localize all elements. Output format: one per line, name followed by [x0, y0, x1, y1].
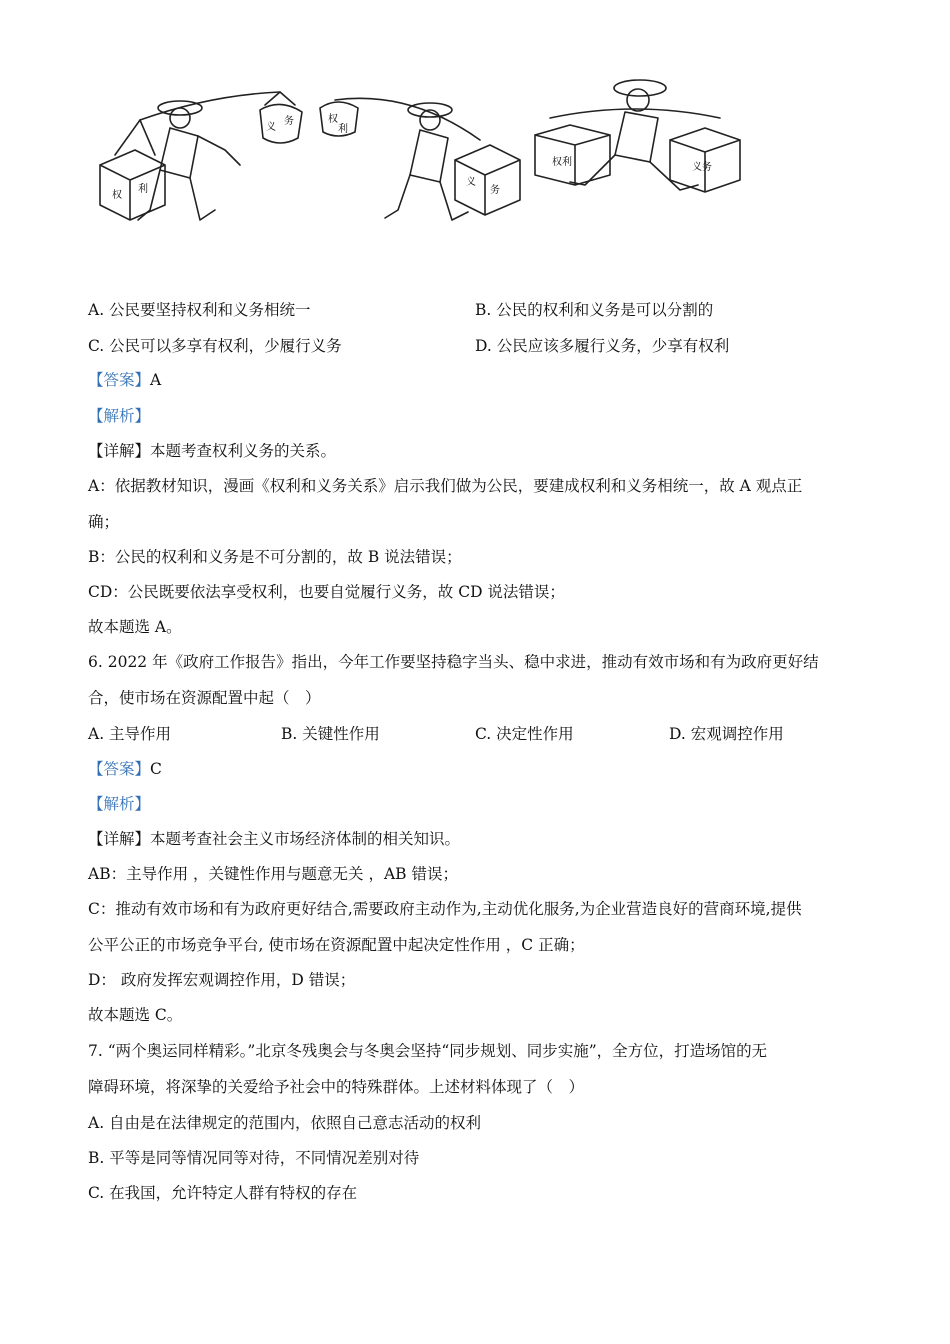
q5-explain-a: A：依据教材知识，漫画《权利和义务关系》启示我们做为公民，要建成权利和义务相统一，故 A 观点正 [88, 477, 803, 495]
label-duties-3: 义务 [692, 162, 712, 173]
label-wu-2: 务 [490, 185, 500, 196]
q5-explain-a-cont: 确； [88, 513, 120, 531]
q5-option-c: C. 公民可以多享有权利，少履行义务 [88, 337, 342, 355]
label-wu-1: 务 [284, 116, 294, 127]
q6-option-d: D. 宏观调控作用 [669, 725, 784, 743]
q6-option-c: C. 决定性作用 [475, 725, 574, 743]
label-li-2: 利 [338, 124, 348, 135]
q6-analysis-tag: 【解析】 [88, 795, 151, 813]
label-rights-3: 权利 [552, 157, 572, 168]
box-rights-1 [100, 150, 165, 220]
q5-option-d: D. 公民应该多履行义务，少享有权利 [475, 337, 730, 355]
box-duties-3 [670, 128, 740, 192]
answer-tag: 【答案】 [88, 371, 151, 389]
answer-value: C [150, 760, 162, 778]
q6-stem-1: 6. 2022 年《政府工作报告》指出，今年工作要坚持稳字当头、稳中求进，推动有效市场和有为政府更好结 [88, 653, 819, 671]
q7-option-c: C. 在我国，允许特定人群有特权的存在 [88, 1184, 358, 1202]
rope-1b [265, 92, 295, 105]
answer-tag: 【答案】 [88, 760, 151, 778]
q6-explain-ab: AB：主导作用 ，关键性作用与题意无关 ，AB 错误； [88, 865, 458, 883]
q5-answer [88, 370, 161, 390]
q6-detail: 【详解】本题考查社会主义市场经济体制的相关知识。 [88, 830, 461, 848]
q5-conclusion: 故本题选 A。 [88, 618, 182, 636]
answer-value: A [150, 371, 162, 389]
q7-stem-2: 障碍环境，将深挚的关爱给予社会中的特殊群体。上述材料体现了（ ） [88, 1078, 585, 1096]
label-quan-2: 权 [328, 114, 338, 125]
label-quan-1: 权 [112, 190, 122, 201]
box-duties-2 [455, 145, 520, 215]
q6-option-b: B. 关键性作用 [281, 725, 380, 743]
label-yi-1: 义 [266, 122, 276, 133]
rights-duties-cartoon [80, 70, 760, 240]
q5-option-b: B. 公民的权利和义务是可以分割的 [475, 301, 714, 319]
label-li-1: 利 [138, 184, 148, 195]
q6-explain-c: C：推动有效市场和有为政府更好结合,需要政府主动作为,主动优化服务,为企业营造良好的营商环境,提供 [88, 900, 802, 918]
q6-answer [88, 759, 162, 779]
q7-stem-1: 7. “两个奥运同样精彩。”北京冬残奥会与冬奥会坚持“同步规划、同步实施”，全方位，打造场馆的无 [88, 1042, 768, 1060]
box-rights-3 [535, 125, 610, 185]
q7-option-b: B. 平等是同等情况同等对待，不同情况差别对待 [88, 1149, 420, 1167]
q7-option-a: A. 自由是在法律规定的范围内，依照自己意志活动的权利 [88, 1114, 482, 1132]
q5-explain-cd: CD：公民既要依法享受权利，也要自觉履行义务，故 CD 说法错误； [88, 583, 565, 601]
q5-detail: 【详解】本题考查权利义务的关系。 [88, 442, 337, 460]
q6-stem-2: 合，使市场在资源配置中起（ ） [88, 689, 321, 707]
q6-explain-d: D： 政府发挥宏观调控作用，D 错误； [88, 971, 356, 989]
q5-analysis-tag: 【解析】 [88, 407, 151, 425]
q6-option-a: A. 主导作用 [88, 725, 172, 743]
q5-explain-b: B：公民的权利和义务是不可分割的，故 B 说法错误； [88, 548, 462, 566]
q5-option-a: A. 公民要坚持权利和义务相统一 [88, 301, 311, 319]
q6-conclusion: 故本题选 C。 [88, 1006, 183, 1024]
q6-explain-c-cont: 公平公正的市场竞争平台, 使市场在资源配置中起决定性作用 ，C 正确； [88, 936, 585, 954]
label-yi-2: 义 [466, 177, 476, 188]
pole-1 [140, 92, 280, 120]
